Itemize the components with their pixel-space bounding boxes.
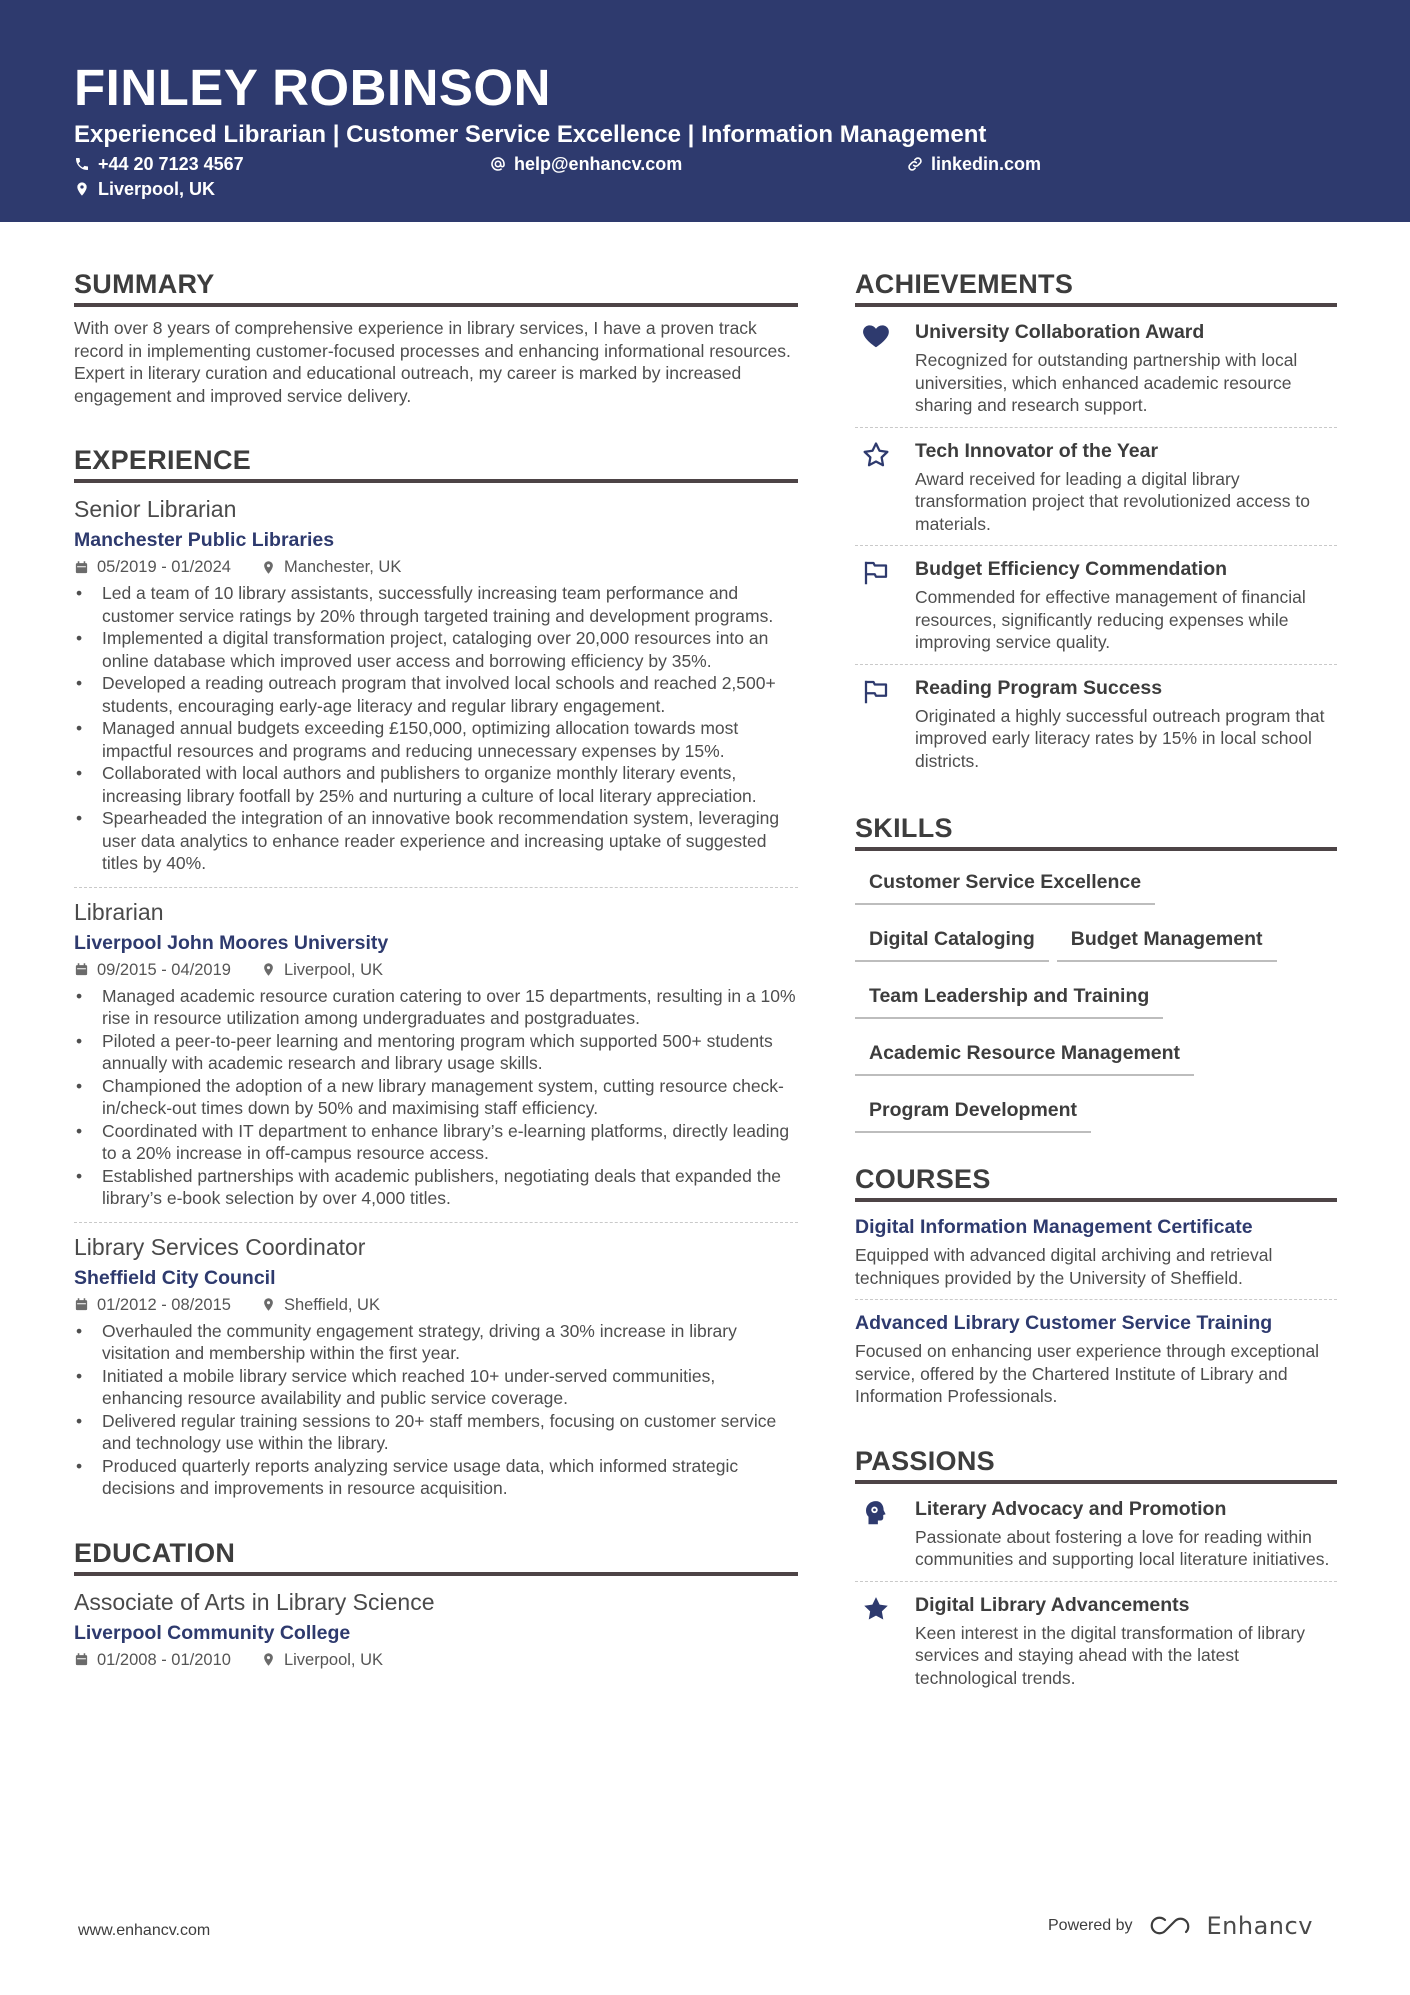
link-icon [907, 156, 923, 172]
experience-title: EXPERIENCE [74, 444, 798, 483]
bullet-item: • Overhauled the community engagement strategy, driving a 30% increase in library visitation and membership within the first year. [74, 1320, 798, 1365]
achievement-item [855, 675, 1337, 783]
skill-tag: Customer Service Excellence [855, 863, 1155, 905]
skill-tag: Digital Cataloging [855, 920, 1049, 962]
bullet-item: • Managed annual budgets exceeding £150,000, optimizing allocation towards most impactful resources and programs and reducing unnecessary expenses by 15%. [74, 717, 798, 762]
summary-title: SUMMARY [74, 268, 798, 307]
bullet-item: • Coordinated with IT department to enhance library’s e-learning platforms, directly leading to a 20% increase in off-campus resource access. [74, 1120, 798, 1165]
education-location: Liverpool, UK [283, 1650, 384, 1669]
achievement-desc: Recognized for outstanding partnership with local universities, which enhanced academic resource sharing and research support. [915, 350, 1298, 415]
skill-tag: Academic Resource Management [855, 1034, 1194, 1076]
course-item [855, 1310, 1337, 1408]
course-desc: Equipped with advanced digital archiving and retrieval techniques provided by the University of Sheffield. [855, 1245, 1273, 1288]
skill-tag: Budget Management [1057, 920, 1277, 962]
flag-icon [861, 677, 891, 707]
at-sign-icon [490, 156, 506, 172]
courses-section [855, 1163, 1337, 1408]
candidate-headline: Experienced Librarian | Customer Service Excellence | Information Management [74, 121, 987, 148]
left-column [74, 268, 798, 1675]
job-dates: 09/2015 - 04/2019 [97, 960, 231, 979]
job-bullets [74, 1320, 798, 1500]
achievements-title: ACHIEVEMENTS [855, 268, 1337, 307]
passion-item [855, 1592, 1337, 1700]
passion-desc: Keen interest in the digital transformation of library services and staying ahead with the latest technological trends. [915, 1622, 1306, 1688]
calendar-icon [74, 1297, 89, 1312]
email-text: help@enhancv.com [514, 154, 683, 174]
location-pin-icon [74, 181, 90, 197]
job-entry [74, 495, 798, 875]
passions-section [855, 1445, 1337, 1700]
job-meta [74, 959, 798, 981]
calendar-icon [74, 1652, 89, 1667]
divider [855, 1299, 1337, 1300]
powered-by-label: Powered by [1048, 1917, 1133, 1934]
location-pin-icon [261, 560, 276, 575]
enhancv-logo-icon [1147, 1914, 1193, 1938]
resume-header [0, 0, 1410, 222]
job-bullets [74, 985, 798, 1210]
calendar-icon [74, 962, 89, 977]
achievement-desc: Commended for effective management of financial resources, significantly reducing expenses while improving service quality. [915, 587, 1306, 652]
bullet-item: • Delivered regular training sessions to 20+ staff members, focusing on customer service and technology use within the library. [74, 1410, 798, 1455]
achievement-title: Tech Innovator of the Year [915, 439, 1159, 462]
job-dates: 05/2019 - 01/2024 [97, 558, 231, 576]
bullet-item: • Collaborated with local authors and publishers to organize monthly literary events, increasing library footfall by 25% and nurturing a culture of local literary appreciation. [74, 762, 798, 807]
divider [74, 1222, 798, 1223]
candidate-name: FINLEY ROBINSON [74, 59, 551, 116]
job-location: Manchester, UK [283, 558, 402, 576]
achievements-section [855, 268, 1337, 782]
location-pin-icon [261, 1652, 276, 1667]
job-entry [74, 898, 798, 1210]
bullet-item: • Initiated a mobile library service which reached 10+ under-served communities, enhancing resource availability and public service coverage. [74, 1365, 798, 1410]
summary-section [74, 268, 798, 407]
bullet-item: • Piloted a peer-to-peer learning and mentoring program which supported 500+ students annually with academic research and library usage skills. [74, 1030, 798, 1075]
achievement-desc: Originated a highly successful outreach program that improved early literacy rates by 15% in local school districts. [915, 705, 1325, 771]
course-item [855, 1214, 1337, 1289]
achievement-desc: Award received for leading a digital library transformation project that revolutionized access to materials. [915, 468, 1310, 534]
brand-name: Enhancv [1206, 1912, 1313, 1940]
phone-icon [74, 156, 90, 172]
job-company: Sheffield City Council [74, 1266, 276, 1289]
contact-email[interactable] [490, 153, 682, 175]
passion-item [855, 1496, 1337, 1581]
education-meta [74, 1649, 798, 1671]
course-title: Advanced Library Customer Service Training [855, 1312, 1273, 1334]
footer-website[interactable]: www.enhancv.com [78, 1922, 211, 1939]
bullet-item: • Led a team of 10 library assistants, successfully increasing team performance and customer service ratings by 20% through targeted training and development programs. [74, 582, 798, 627]
bullet-item: • Developed a reading outreach program that involved local schools and reached 2,500+ students, encouraging early-age literacy and regular library engagement. [74, 672, 798, 717]
linkedin-text: linkedin.com [931, 154, 1042, 174]
passion-desc: Passionate about fostering a love for reading within communities and supporting local literature initiatives. [915, 1526, 1330, 1569]
location-pin-icon [261, 1297, 276, 1312]
achievement-title: Budget Efficiency Commendation [915, 558, 1228, 580]
footer-branding [1048, 1912, 1313, 1940]
contact-linkedin[interactable] [907, 153, 1041, 175]
bullet-item: • Championed the adoption of a new library management system, cutting resource check-in/check-out times down by 50% and maximising staff efficiency. [74, 1075, 798, 1120]
course-desc: Focused on enhancing user experience through exceptional service, offered by the Chartered Institute of Library and Information Professionals. [855, 1341, 1320, 1406]
divider [855, 664, 1337, 665]
degree-title: Associate of Arts in Library Science [74, 1588, 435, 1615]
skill-tag: Program Development [855, 1091, 1091, 1133]
summary-text: With over 8 years of comprehensive experience in library services, I have a proven track record in implementing customer-focused processes and enhancing informational resources. Expert in literary curation and educational outreach, my career is marked by increased engagement and improved service delivery. [74, 318, 791, 406]
bullet-item: • Implemented a digital transformation project, cataloging over 20,000 resources into an online database which improved user access and borrowing efficiency by 35%. [74, 627, 798, 672]
bullet-item: • Produced quarterly reports analyzing service usage data, which informed strategic decisions and improvements in resource acquisition. [74, 1455, 798, 1500]
passion-title: Digital Library Advancements [915, 1593, 1190, 1616]
courses-title: COURSES [855, 1163, 1337, 1202]
calendar-icon [74, 560, 89, 575]
phone-text: +44 20 7123 4567 [98, 154, 244, 174]
passion-title: Literary Advocacy and Promotion [915, 1497, 1227, 1520]
job-title: Senior Librarian [74, 496, 237, 522]
job-location: Sheffield, UK [283, 1295, 380, 1314]
location-text: Liverpool, UK [98, 179, 216, 199]
divider [855, 427, 1337, 428]
job-company: Liverpool John Moores University [74, 931, 389, 954]
star-outline-icon [861, 440, 891, 470]
bullet-item: • Spearheaded the integration of an innovative book recommendation system, leveraging user data analytics to enhance reader experience and increasing uptake of suggested titles by 40%. [74, 807, 798, 875]
job-bullets [74, 582, 798, 875]
star-filled-icon [861, 1594, 891, 1624]
bullet-item: • Managed academic resource curation catering to over 15 departments, resulting in a 10% rise in resource utilization among undergraduates and postgraduates. [74, 985, 798, 1030]
school-name: Liverpool Community College [74, 1621, 351, 1644]
right-column [855, 268, 1337, 1699]
divider [855, 1581, 1337, 1582]
bullet-item: • Established partnerships with academic publishers, negotiating deals that expanded the library’s e-book selection by over 4,000 titles. [74, 1165, 798, 1210]
achievement-item [855, 319, 1337, 427]
achievement-item [855, 556, 1337, 664]
achievement-title: Reading Program Success [915, 676, 1163, 699]
job-entry [74, 1233, 798, 1500]
contact-phone[interactable] [74, 153, 244, 175]
head-brain-icon [861, 1498, 891, 1528]
skill-tag: Team Leadership and Training [855, 977, 1163, 1019]
divider [74, 887, 798, 888]
achievement-title: University Collaboration Award [915, 321, 1205, 343]
skills-title: SKILLS [855, 812, 1337, 851]
skills-section [855, 812, 1337, 1133]
location-pin-icon [261, 962, 276, 977]
job-title: Library Services Coordinator [74, 1233, 366, 1260]
education-title: EDUCATION [74, 1537, 798, 1576]
education-dates: 01/2008 - 01/2010 [97, 1650, 231, 1669]
contact-location [74, 178, 215, 200]
passions-title: PASSIONS [855, 1445, 1337, 1484]
job-location: Liverpool, UK [283, 960, 384, 979]
education-section [74, 1537, 798, 1671]
heart-icon [861, 321, 891, 351]
experience-section [74, 444, 798, 1500]
course-title: Digital Information Management Certificate [855, 1216, 1253, 1238]
job-company: Manchester Public Libraries [74, 529, 335, 551]
job-dates: 01/2012 - 08/2015 [97, 1295, 231, 1314]
flag-icon [861, 558, 891, 588]
job-meta [74, 556, 798, 578]
job-title: Librarian [74, 898, 164, 925]
achievement-item [855, 438, 1337, 546]
divider [855, 545, 1337, 546]
job-meta [74, 1294, 798, 1316]
